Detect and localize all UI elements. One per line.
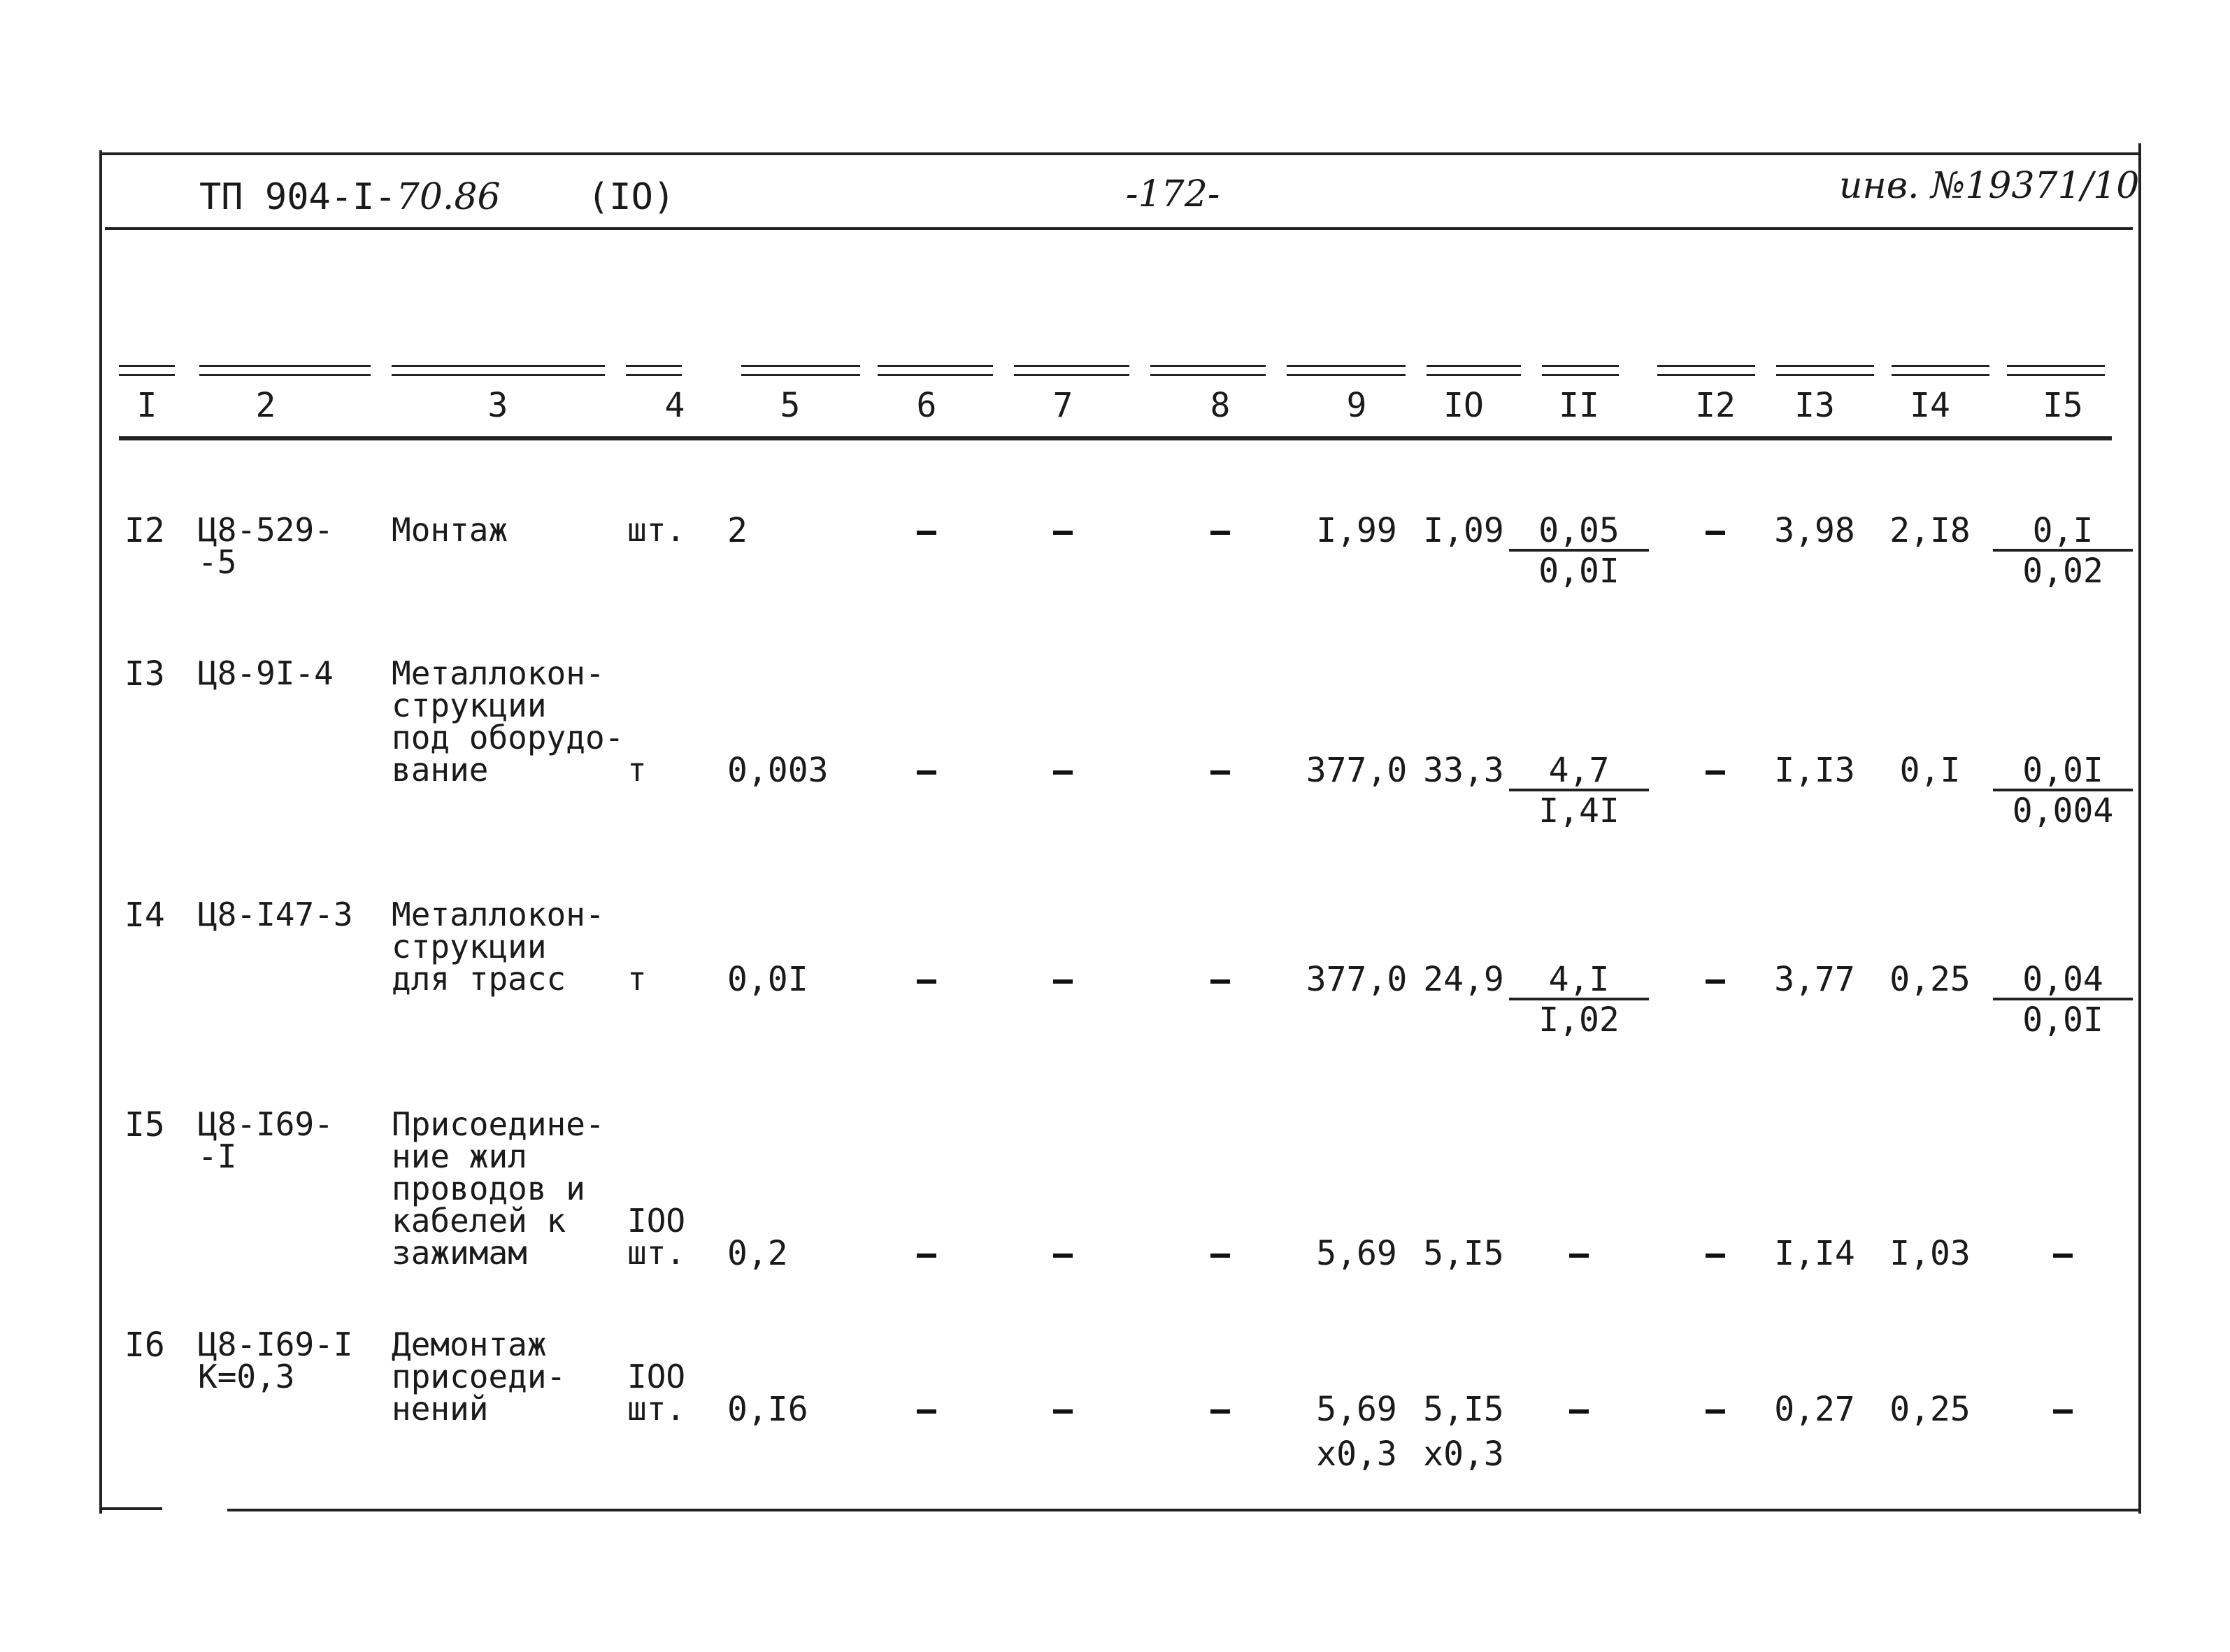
row-col13-value: 3,77 [1774,960,1855,999]
column-rule-segment [1776,365,1874,376]
row-number: I3 [124,654,165,694]
row-col10-value: 5,I5 [1423,1234,1504,1273]
row-col9-multiplier: x0,3 [1316,1435,1397,1474]
row-col15-fraction-denominator: 0,0I [2022,1000,2103,1040]
row-col10-value: 5,I5 [1423,1390,1504,1429]
frame-left-border [99,150,102,1514]
row-number: I4 [124,896,165,935]
doc-code-printed: ТП 904-I- [199,176,396,218]
row-col12-dash [1706,770,1725,775]
column-rule-segment [1014,365,1129,376]
row-col13-value: I,I4 [1774,1234,1855,1273]
row-col8-dash [1210,1409,1230,1414]
row-col12-dash [1706,531,1725,535]
column-rule-segment [1542,365,1619,376]
row-col11-dash [1569,1409,1589,1414]
row-col15-fraction [1993,512,2133,591]
row-col14-value: 0,25 [1889,960,1971,999]
row-col15-fraction-denominator: 0,02 [2022,552,2103,591]
column-rule-segment [1287,365,1406,376]
row-col13-value: 3,98 [1774,511,1855,550]
row-code: Ц8-9I-4 [198,654,334,692]
row-col7-dash [1053,1409,1073,1414]
column-rule-segment [626,365,682,376]
column-header-label: 4 [664,386,685,425]
row-work-description: Металлокон- струкции под оборудо- вание [392,654,624,789]
row-unit: т [627,751,647,789]
column-header-label: II [1559,386,1599,425]
column-rule-segment [199,365,371,376]
row-col6-dash [917,1254,936,1258]
row-col6-dash [917,531,936,535]
header-underline [105,227,2133,230]
column-rule-segment [1427,365,1521,376]
column-header-label: 3 [487,386,508,425]
row-col9-value: I,99 [1316,511,1397,550]
column-rule-segment [392,365,605,376]
column-header-label: 9 [1346,386,1367,425]
row-col15-fraction [1993,752,2133,831]
doc-code [199,176,501,218]
row-col11-fraction [1509,961,1649,1040]
row-col15-fraction [1993,961,2133,1040]
column-header-label: 2 [255,386,276,425]
row-code: Ц8-529- -5 [198,511,334,581]
row-col14-value: I,03 [1889,1234,1971,1273]
row-col8-dash [1210,770,1230,775]
inventory-number: инв. №19371/10 [1839,165,2140,207]
column-rule-segment [2007,365,2105,376]
column-header-label: 7 [1052,386,1073,425]
row-unit: IOO шт. [627,1358,686,1428]
row-quantity: 0,2 [727,1234,788,1273]
frame-right-border [2138,143,2141,1514]
row-col7-dash [1053,1254,1073,1258]
column-rule-segment [1892,365,1989,376]
column-rule-segment [878,365,993,376]
page-number: -172- [1126,173,1220,215]
row-work-description: Металлокон- струкции для трасс [392,896,605,998]
row-col11-dash [1569,1254,1589,1258]
row-col14-value: 0,25 [1889,1390,1971,1429]
row-work-description: Присоедине- ние жил проводов и кабелей к зажимам [392,1105,605,1272]
row-col6-dash [917,770,936,775]
row-col11-fraction [1509,512,1649,591]
row-col11-fraction [1509,752,1649,831]
row-number: I6 [124,1326,165,1365]
row-quantity: 0,003 [727,751,829,790]
row-col7-dash [1053,979,1073,984]
row-quantity: 0,0I [727,960,808,999]
row-col8-dash [1210,979,1230,984]
row-col12-dash [1706,1254,1725,1258]
row-col9-value: 377,0 [1306,960,1408,999]
row-col6-dash [917,1409,936,1414]
row-code: Ц8-I69-I K=0,3 [198,1326,353,1395]
row-col11-fraction-numerator: 4,I [1509,961,1649,1000]
row-work-description: Монтаж [392,511,508,549]
row-col10-value: I,09 [1423,511,1504,550]
column-header-label: I [136,386,157,425]
row-col11-fraction-denominator: I,02 [1538,1000,1620,1040]
row-col9-value: 377,0 [1306,751,1408,790]
row-work-description: Демонтаж присоеди- нений [392,1326,566,1428]
row-col15-dash [2053,1409,2073,1414]
column-header-label: 5 [780,386,801,425]
row-col15-fraction-numerator: 0,I [1993,512,2133,552]
row-code: Ц8-I47-3 [198,896,353,933]
row-col12-dash [1706,979,1725,984]
row-col15-dash [2053,1254,2073,1258]
row-col13-value: 0,27 [1774,1390,1855,1429]
frame-top-border [99,152,2138,155]
row-col11-fraction-denominator: 0,0I [1538,552,1620,591]
column-header-label: I4 [1910,386,1950,425]
row-unit: IOO шт. [627,1202,686,1272]
column-header-bottom-rule [119,436,2112,440]
row-col11-fraction-numerator: 4,7 [1509,752,1649,791]
column-rule-segment [741,365,860,376]
row-col7-dash [1053,770,1073,775]
column-header-label: IO [1443,386,1484,425]
row-col14-value: 0,I [1899,751,1961,790]
row-col6-dash [917,979,936,984]
column-header-label: I5 [2043,386,2083,425]
frame-bottom-border-left [99,1507,162,1510]
row-col8-dash [1210,531,1230,535]
row-col14-value: 2,I8 [1889,511,1971,550]
row-col7-dash [1053,531,1073,535]
row-quantity: 0,I6 [727,1390,808,1429]
row-col15-fraction-numerator: 0,04 [1993,961,2133,1000]
row-quantity: 2 [727,511,748,550]
row-number: I2 [124,511,165,550]
row-code: Ц8-I69- -I [198,1105,334,1175]
column-header-label: I3 [1794,386,1835,425]
column-header-label: 6 [916,386,937,425]
row-col9-value: 5,69 [1316,1234,1397,1273]
column-rule-segment [1150,365,1266,376]
row-col8-dash [1210,1254,1230,1258]
row-col11-fraction-numerator: 0,05 [1509,512,1649,552]
column-header-label: I2 [1695,386,1736,425]
row-number: I5 [124,1105,165,1144]
row-col10-value: 33,3 [1423,751,1504,790]
volume-number: (IO) [587,176,676,218]
frame-bottom-border [227,1509,2138,1511]
row-unit: шт. [627,511,686,549]
column-header-label: 8 [1210,386,1231,425]
row-unit: т [627,960,647,998]
column-rule-segment [119,365,175,376]
row-col11-fraction-denominator: I,4I [1538,791,1620,831]
row-col12-dash [1706,1409,1725,1414]
doc-code-handwritten: 70.86 [396,176,501,218]
column-rule-segment [1657,365,1755,376]
row-col13-value: I,I3 [1774,751,1855,790]
row-col10-multiplier: x0,3 [1423,1435,1504,1474]
row-col15-fraction-numerator: 0,0I [1993,752,2133,791]
row-col10-value: 24,9 [1423,960,1504,999]
row-col15-fraction-denominator: 0,004 [2012,791,2114,831]
row-col9-value: 5,69 [1316,1390,1397,1429]
